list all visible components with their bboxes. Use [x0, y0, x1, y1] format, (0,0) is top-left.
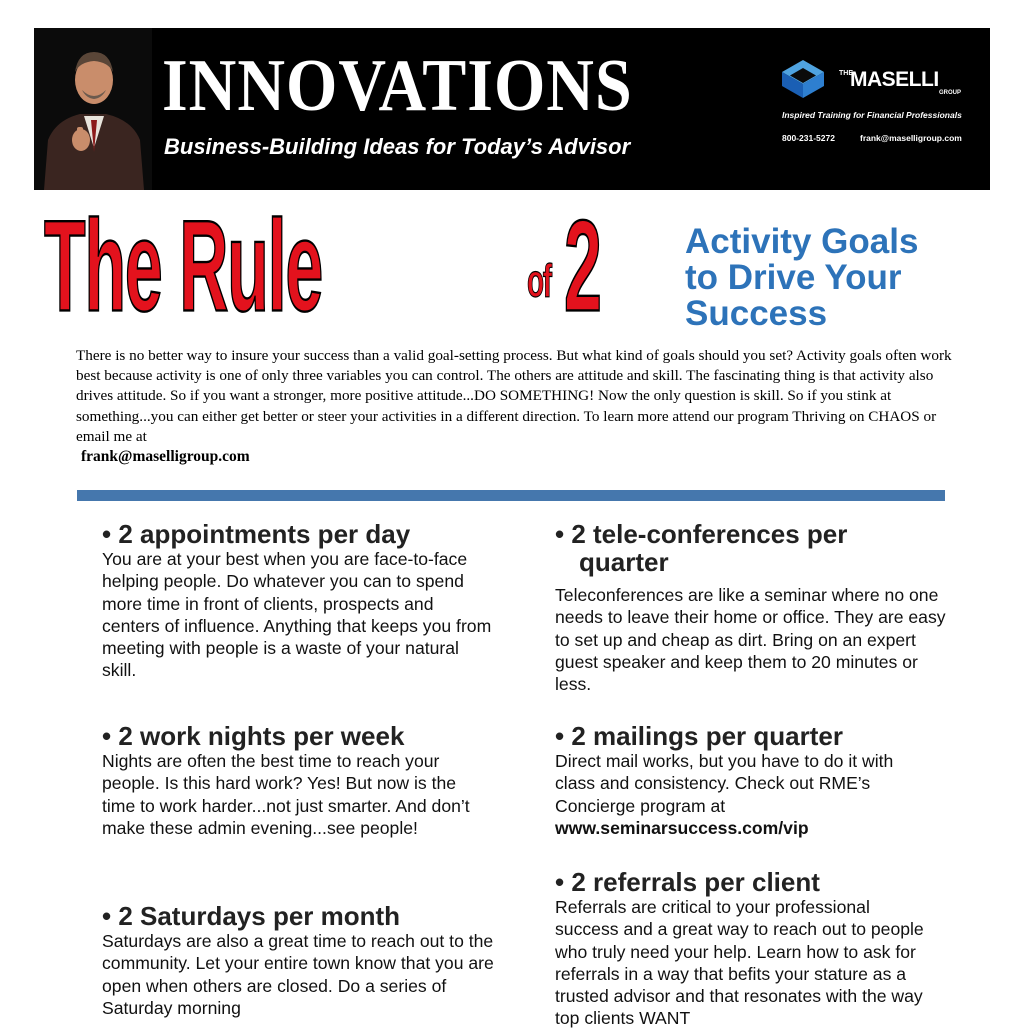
logo-group: GROUP — [939, 90, 962, 96]
side-headline-line-3: Success — [685, 294, 828, 333]
item-heading: • 2 referrals per client — [555, 867, 820, 897]
side-headline-line-1: Activity Goals — [685, 222, 919, 261]
item-heading: • 2 appointments per day — [102, 519, 411, 549]
item-heading — [555, 520, 965, 576]
item-heading-line-2: quarter — [579, 547, 669, 577]
item-body: Nights are often the best time to reach your people. Is this hard work? Yes! But now is the time to work harder...not just smarter. And don’t make these admin evening...see people! — [102, 751, 470, 838]
side-headline — [685, 224, 918, 332]
vip-link[interactable]: www.seminarsuccess.com/vip — [555, 817, 809, 838]
intro-paragraph: There is no better way to insure your success than a valid goal-setting process. But what kind of goals should you set? Activity goals often work best because activity is one of only three variables you can control. The others are attitude and skill. The fascinating thing is that activity also drives attitude. So if you want a stronger, more positive attitude...DO SOMETHING! Now the only question is skill. So if you stink at something...you can either get better or steer your activities in a different direction. To learn more attend our program Thriving on CHAOS or email me at — [76, 347, 952, 445]
logo-tagline: Inspired Training for Financial Professionals — [782, 110, 962, 120]
contact-phone: 800-231-5272 — [782, 133, 835, 143]
item-body: Teleconferences are like a seminar where no one needs to leave their home or office. They are easy to set up and cheap as dirt. Bring on an expert guest speaker and keep them to 20 minutes or less. — [555, 585, 946, 695]
item-heading: • 2 Saturdays per month — [102, 901, 401, 931]
list-item — [102, 520, 512, 682]
logo-name: MASELLI — [850, 68, 939, 91]
item-heading: • 2 work nights per week — [102, 721, 405, 751]
headline-the-rule: The Rule — [44, 193, 323, 339]
headline-two: 2 — [564, 193, 601, 339]
section-divider — [77, 490, 945, 501]
list-item — [555, 722, 965, 839]
item-heading: • 2 mailings per quarter — [555, 721, 843, 751]
item-body: Direct mail works, but you have to do it with class and consistency. Check out RME’s Concierge program at — [555, 751, 894, 816]
item-heading-line-1: • 2 tele-conferences per — [555, 519, 848, 549]
item-body: Saturdays are also a great time to reach out to the community. Let your entire town know that you are open when others are closed. Do a series of Saturday morning — [102, 931, 494, 1018]
side-headline-line-2: to Drive Your — [685, 258, 902, 297]
newsletter-title: INNOVATIONS — [162, 44, 633, 127]
maselli-logo-icon — [780, 58, 826, 100]
newsletter-subtitle: Business-Building Ideas for Today’s Advisor — [164, 134, 631, 159]
presenter-photo — [34, 28, 152, 190]
masthead-banner — [34, 28, 990, 190]
item-body: You are at your best when you are face-to-face helping people. Do whatever you can to spend more time in front of clients, prospects and centers of influence. Anything that keeps you from meeting with people is a waste of your natural skill. — [102, 549, 492, 681]
logo-the: THE — [839, 70, 853, 77]
list-item — [102, 902, 512, 1019]
item-body: Referrals are critical to your professional success and a great way to reach out to people who truly need your help. Learn how to ask for referrals in a way that befits your stature as a trusted advisor and that resonates with the way top clients WANT — [555, 897, 924, 1029]
headline-of: of — [527, 256, 551, 307]
intro-email-link[interactable]: frank@maselligroup.com — [81, 448, 250, 465]
contact-email[interactable]: frank@maselligroup.com — [860, 133, 962, 143]
list-item — [555, 868, 965, 1030]
list-item — [102, 722, 512, 839]
list-item — [555, 520, 965, 695]
